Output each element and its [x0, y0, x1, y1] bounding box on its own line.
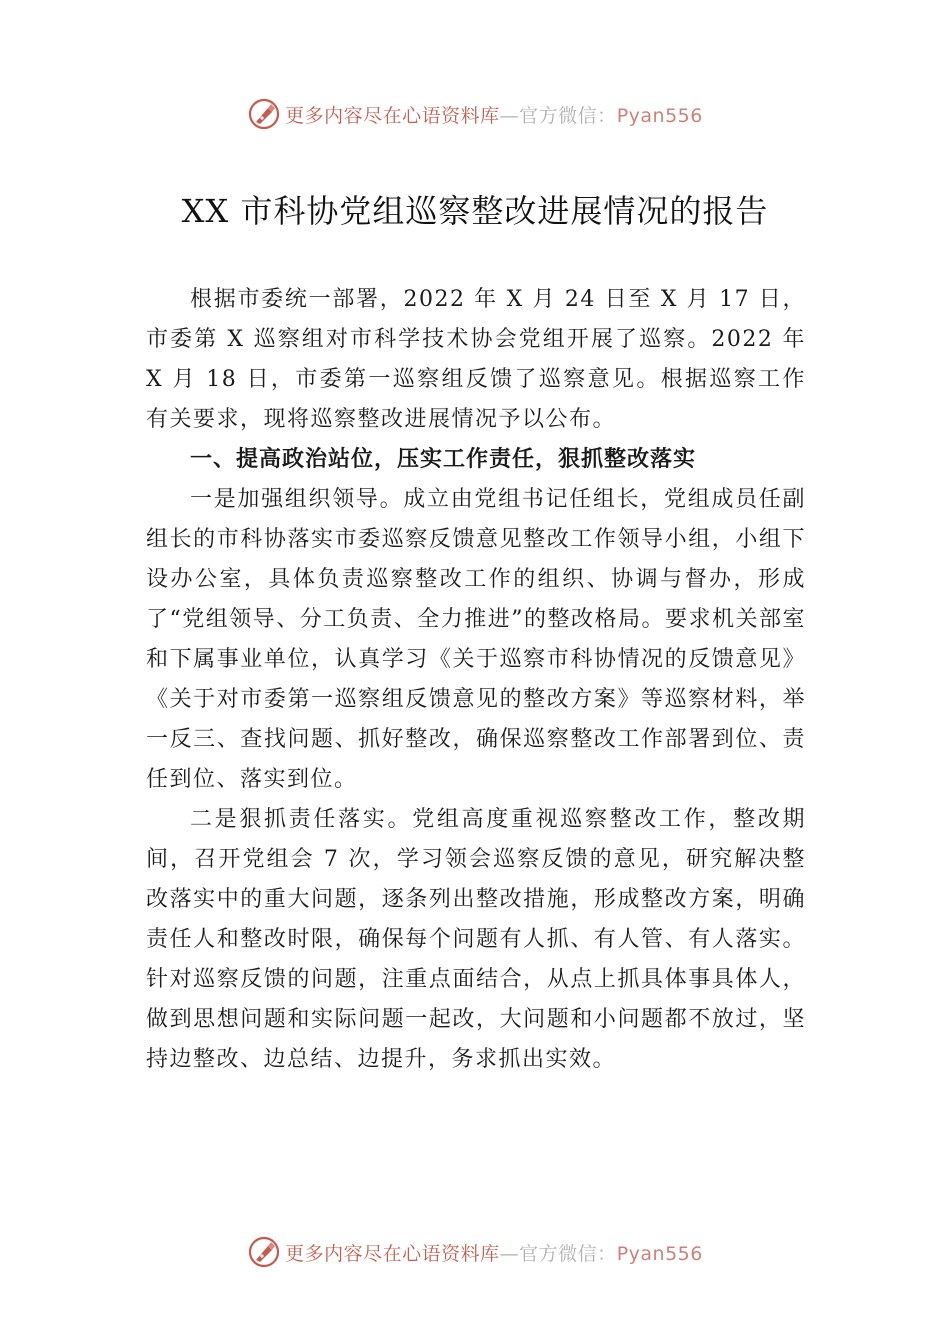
section-heading-1: 一、提高政治站位，压实工作责任，狠抓整改落实 — [190, 447, 697, 472]
banner-separator: — — [499, 104, 520, 127]
body-paragraph-1: 一是加强组织领导。成立由党组书记任组长，党组成员任副组长的市科协落实市委巡察反馈意见整改工作领导小组，小组下设办公室，具体负责巡察整改工作的组织、协调与督办，形成了“党组领导、分工负责、全力推进”的整改格局。要求机关部室和下属事业单位，认真学习《关于巡察市科协情况的反馈意见》《关于对市委第一巡察组反馈意见的整改方案》等巡察材料，举一反三、查找问题、抓好整改，确保巡察整改工作部署到位、责任到位、落实到位。 — [146, 487, 806, 792]
body-paragraph-2: 二是狠抓责任落实。党组高度重视巡察整改工作，整改期间，召开党组会 7 次，学习领会巡察反馈的意见，研究解决整改落实中的重大问题，逐条列出整改措施，形成整改方案，明确责任人和整改时限，确保每个问题有人抓、有人管、有人落实。针对巡察反馈的问题，注重点面结合，从点上抓具体事具体人，做到思想问题和实际问题一起改，大问题和小问题都不放过，坚持边整改、边总结、边提升，务求抓出实效。 — [146, 807, 806, 1072]
footer-banner — [0, 1232, 950, 1272]
banner-label: 官方微信： — [519, 1242, 617, 1265]
banner-text — [285, 101, 703, 128]
header-banner — [0, 94, 950, 134]
banner-brand: 更多内容尽在心语资料库 — [285, 104, 500, 127]
banner-text — [285, 1239, 703, 1266]
banner-label: 官方微信： — [519, 104, 617, 127]
banner-wechat-id: Pyan556 — [616, 1242, 703, 1265]
banner-brand: 更多内容尽在心语资料库 — [285, 1242, 500, 1265]
pen-nib-logo-icon — [247, 97, 281, 131]
pen-nib-logo-icon — [247, 1235, 281, 1269]
banner-separator: — — [499, 1242, 520, 1265]
document-title: XX 市科协党组巡察整改进展情况的报告 — [181, 192, 769, 230]
document-body — [146, 280, 806, 1080]
intro-paragraph: 根据市委统一部署，2022 年 X 月 24 日至 X 月 17 日，市委第 X 巡察组对市科学技术协会党组开展了巡察。2022 年 X 月 18 日，市委第一巡察组反馈了巡察意见。根据巡察工作有关要求，现将巡察整改进展情况予以公布。 — [146, 287, 806, 432]
banner-wechat-id: Pyan556 — [616, 104, 703, 127]
